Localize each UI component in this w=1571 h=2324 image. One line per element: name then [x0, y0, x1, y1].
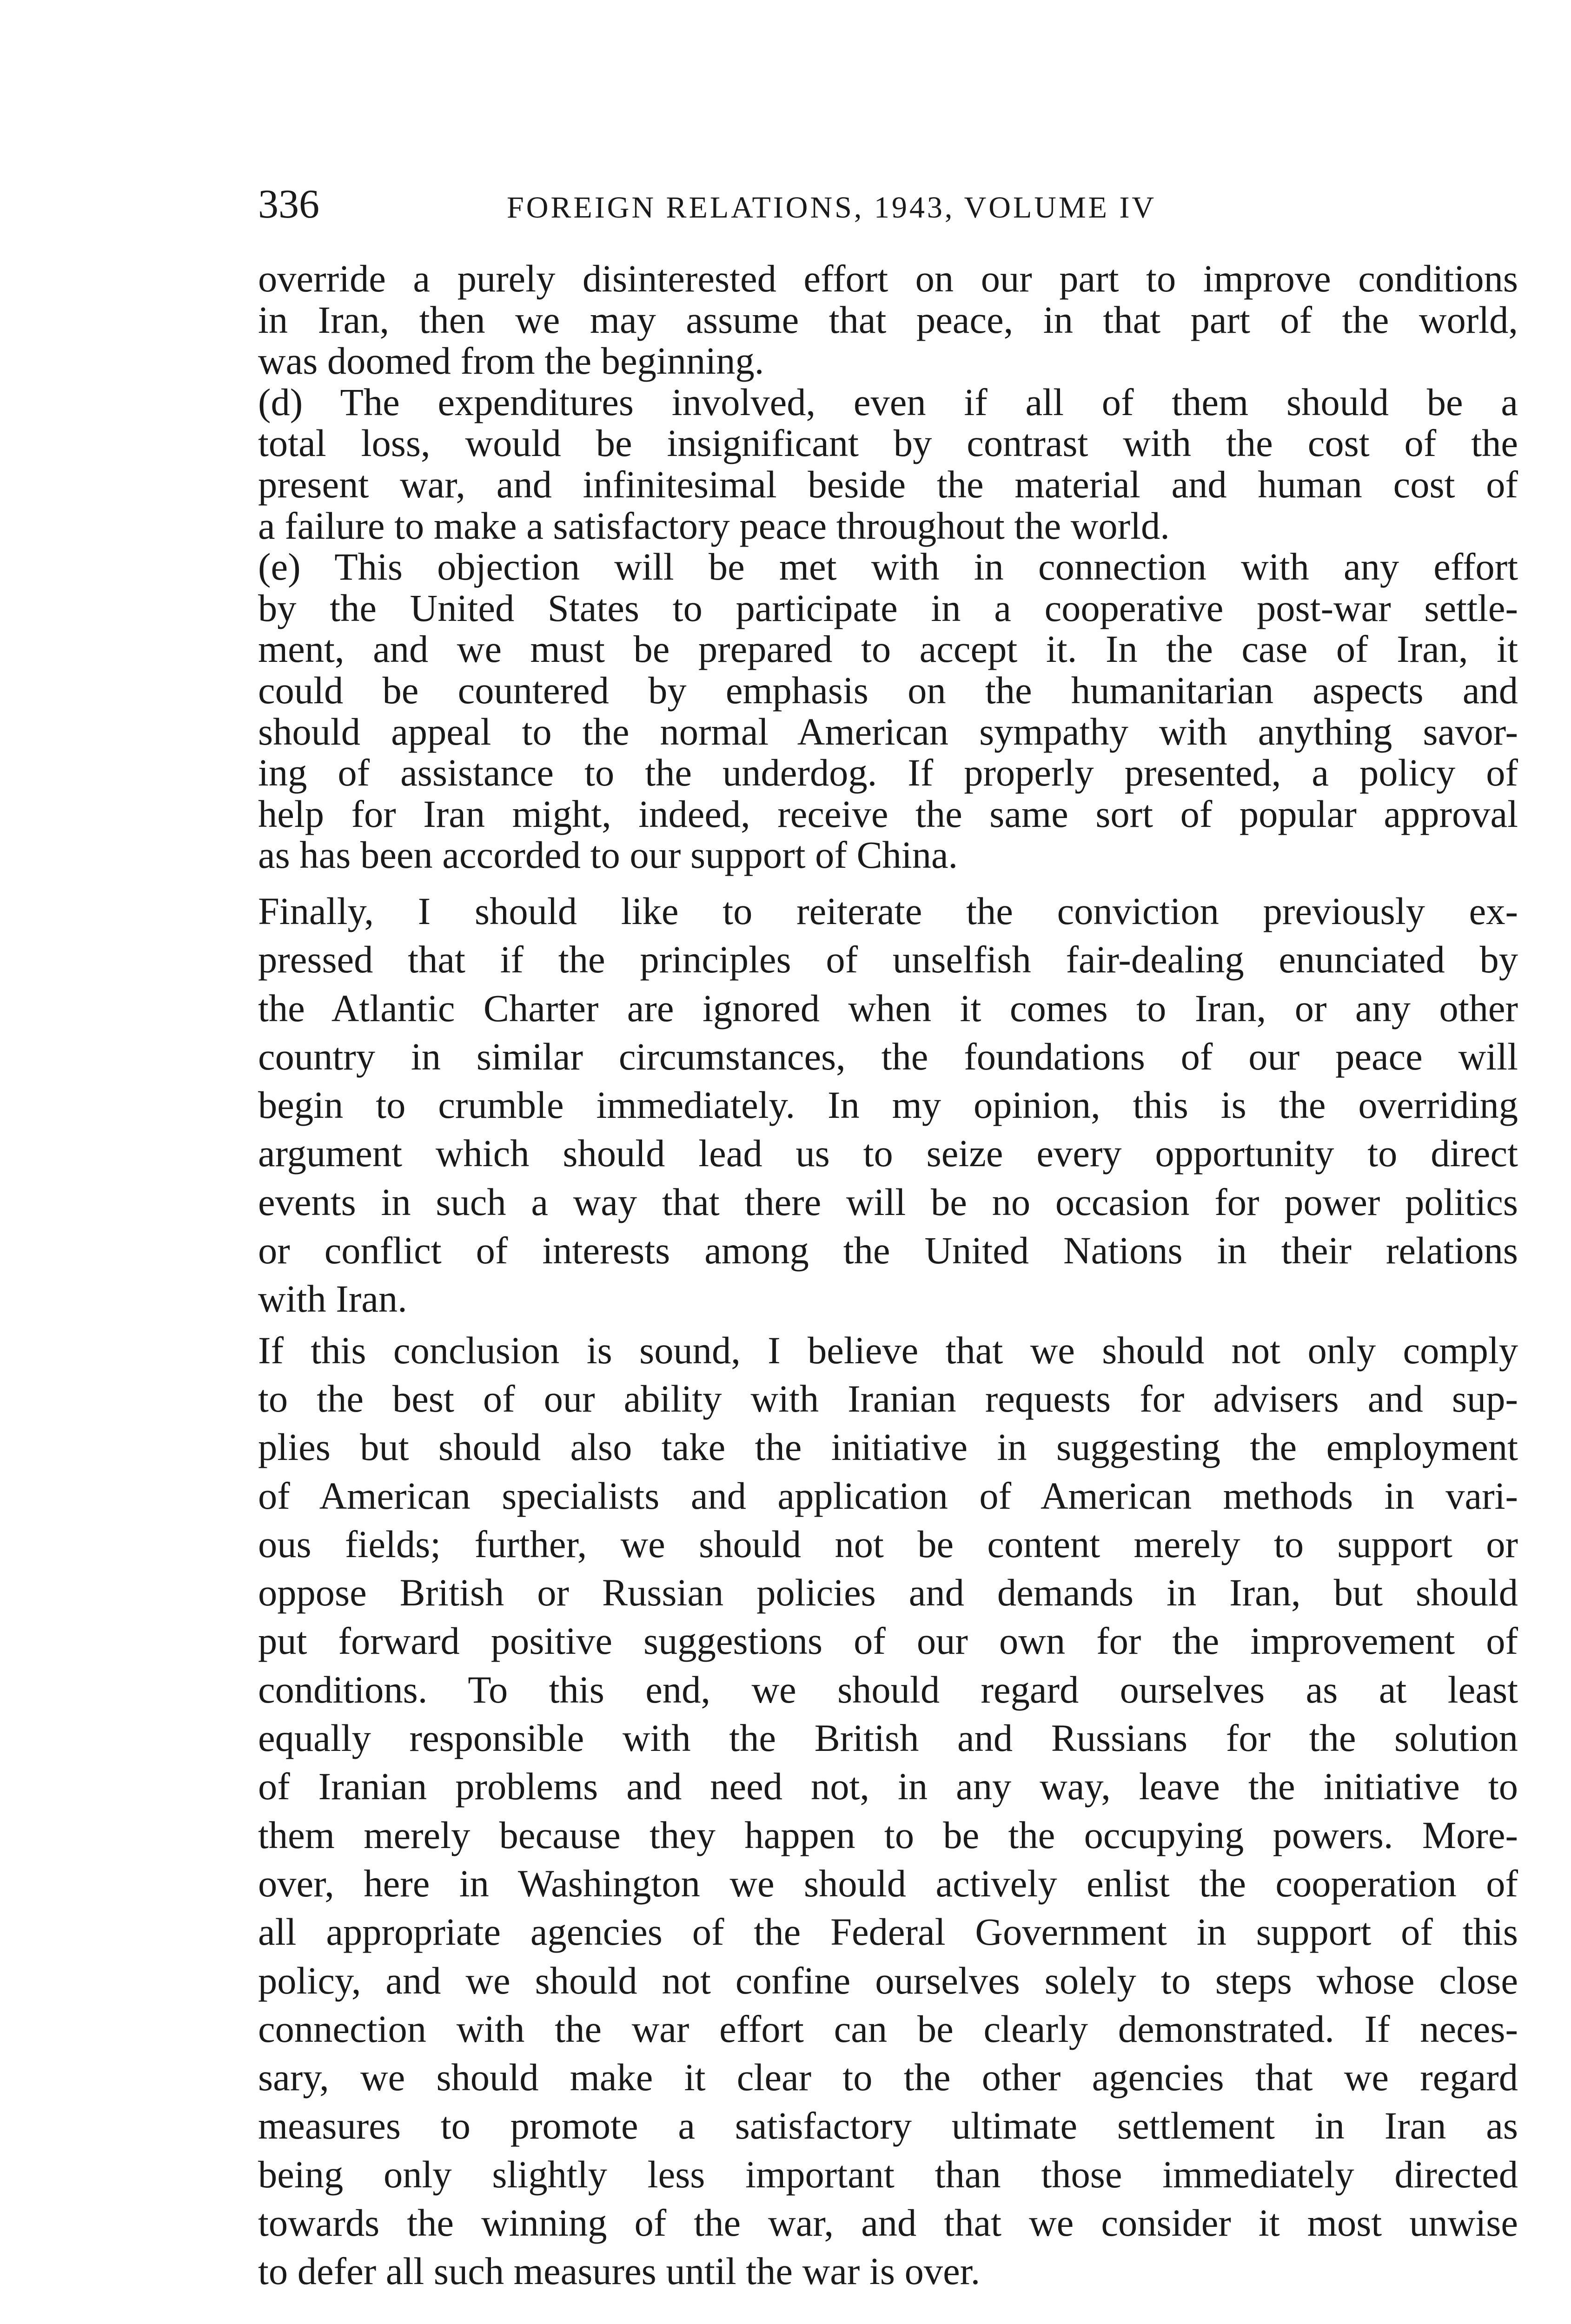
text-line: conditions. To this end, we should regard ourselves as at least: [258, 1668, 1518, 1711]
text-line: pressed that if the principles of unselfish fair-dealing enunciated by: [258, 938, 1518, 981]
text-line: put forward positive suggestions of our own for the improvement of: [258, 1619, 1518, 1663]
text-line: a failure to make a satisfactory peace throughout the world.: [258, 504, 1170, 547]
text-line: ing of assistance to the underdog. If properly presented, a policy of: [258, 751, 1518, 794]
text-line: to the best of our ability with Iranian requests for advisers and sup-: [258, 1377, 1518, 1420]
page-header: [258, 179, 1518, 230]
text-line: to defer all such measures until the war is over.: [258, 2250, 981, 2293]
text-line: If this conclusion is sound, I believe that we should not only comply: [258, 1328, 1518, 1372]
text-line: them merely because they happen to be the occupying powers. More-: [258, 1813, 1518, 1856]
page-number: 336: [258, 182, 319, 227]
text-line: should appeal to the normal American sympathy with anything savor-: [258, 710, 1518, 753]
text-line: over, here in Washington we should actively enlist the cooperation of: [258, 1862, 1518, 1905]
text-line: override a purely disinterested effort on our part to improve conditions: [258, 257, 1518, 300]
text-line: events in such a way that there will be no occasion for power politics: [258, 1180, 1518, 1223]
text-line: measures to promote a satisfactory ultimate settlement in Iran as: [258, 2104, 1518, 2147]
text-line: by the United States to participate in a cooperative post-war settle-: [258, 586, 1518, 629]
text-line: was doomed from the beginning.: [258, 339, 764, 383]
text-line: towards the winning of the war, and that we consider it most unwise: [258, 2201, 1518, 2245]
text-line: ous fields; further, we should not be content merely to support or: [258, 1522, 1518, 1565]
text-line: country in similar circumstances, the foundations of our peace will: [258, 1035, 1518, 1078]
text-line: (d) The expenditures involved, even if all of them should be a: [258, 380, 1518, 423]
text-line: policy, and we should not confine ourselves solely to steps whose close: [258, 1959, 1518, 2002]
text-line: help for Iran might, indeed, receive the same sort of popular approval: [258, 792, 1518, 835]
text-line: sary, we should make it clear to the other agencies that we regard: [258, 2056, 1518, 2099]
text-line: in Iran, then we may assume that peace, in that part of the world,: [258, 298, 1518, 341]
text-line: begin to crumble immediately. In my opinion, this is the overriding: [258, 1083, 1518, 1127]
text-line: of Iranian problems and need not, in any way, leave the initiative to: [258, 1765, 1518, 1808]
text-line: as has been accorded to our support of China.: [258, 833, 958, 877]
running-title: FOREIGN RELATIONS, 1943, VOLUME IV: [507, 191, 1157, 224]
paragraph-conclusion: [258, 1326, 1518, 2296]
text-line: connection with the war effort can be clearly demonstrated. If neces-: [258, 2007, 1518, 2050]
text-line: equally responsible with the British and Russians for the solution: [258, 1717, 1518, 1760]
text-line: present war, and infinitesimal beside the material and human cost of: [258, 462, 1518, 506]
paragraph-finally: [258, 887, 1518, 1323]
body-text-block: [258, 887, 1518, 2296]
text-line: oppose British or Russian policies and demands in Iran, but should: [258, 1571, 1518, 1614]
text-line: argument which should lead us to seize every opportunity to direct: [258, 1132, 1518, 1175]
text-line: being only slightly less important than those immediately directed: [258, 2152, 1518, 2196]
text-line: total loss, would be insignificant by contrast with the cost of the: [258, 422, 1518, 465]
text-line: Finally, I should like to reiterate the conviction previously ex-: [258, 890, 1518, 932]
small-print-block: [258, 258, 1518, 876]
text-line: of American specialists and application of American methods in vari-: [258, 1474, 1518, 1517]
text-line: (e) This objection will be met with in connection with any effort: [258, 545, 1518, 588]
text-line: plies but should also take the initiative in suggesting the employment: [258, 1426, 1518, 1469]
text-line: with Iran.: [258, 1277, 407, 1320]
text-line: could be countered by emphasis on the humanitarian aspects and: [258, 668, 1518, 712]
text-line: or conflict of interests among the United Nations in their relations: [258, 1229, 1518, 1272]
text-line: the Atlantic Charter are ignored when it comes to Iran, or any other: [258, 986, 1518, 1030]
text-line: ment, and we must be prepared to accept it. In the case of Iran, it: [258, 627, 1518, 671]
text-line: all appropriate agencies of the Federal Government in support of this: [258, 1910, 1518, 1954]
